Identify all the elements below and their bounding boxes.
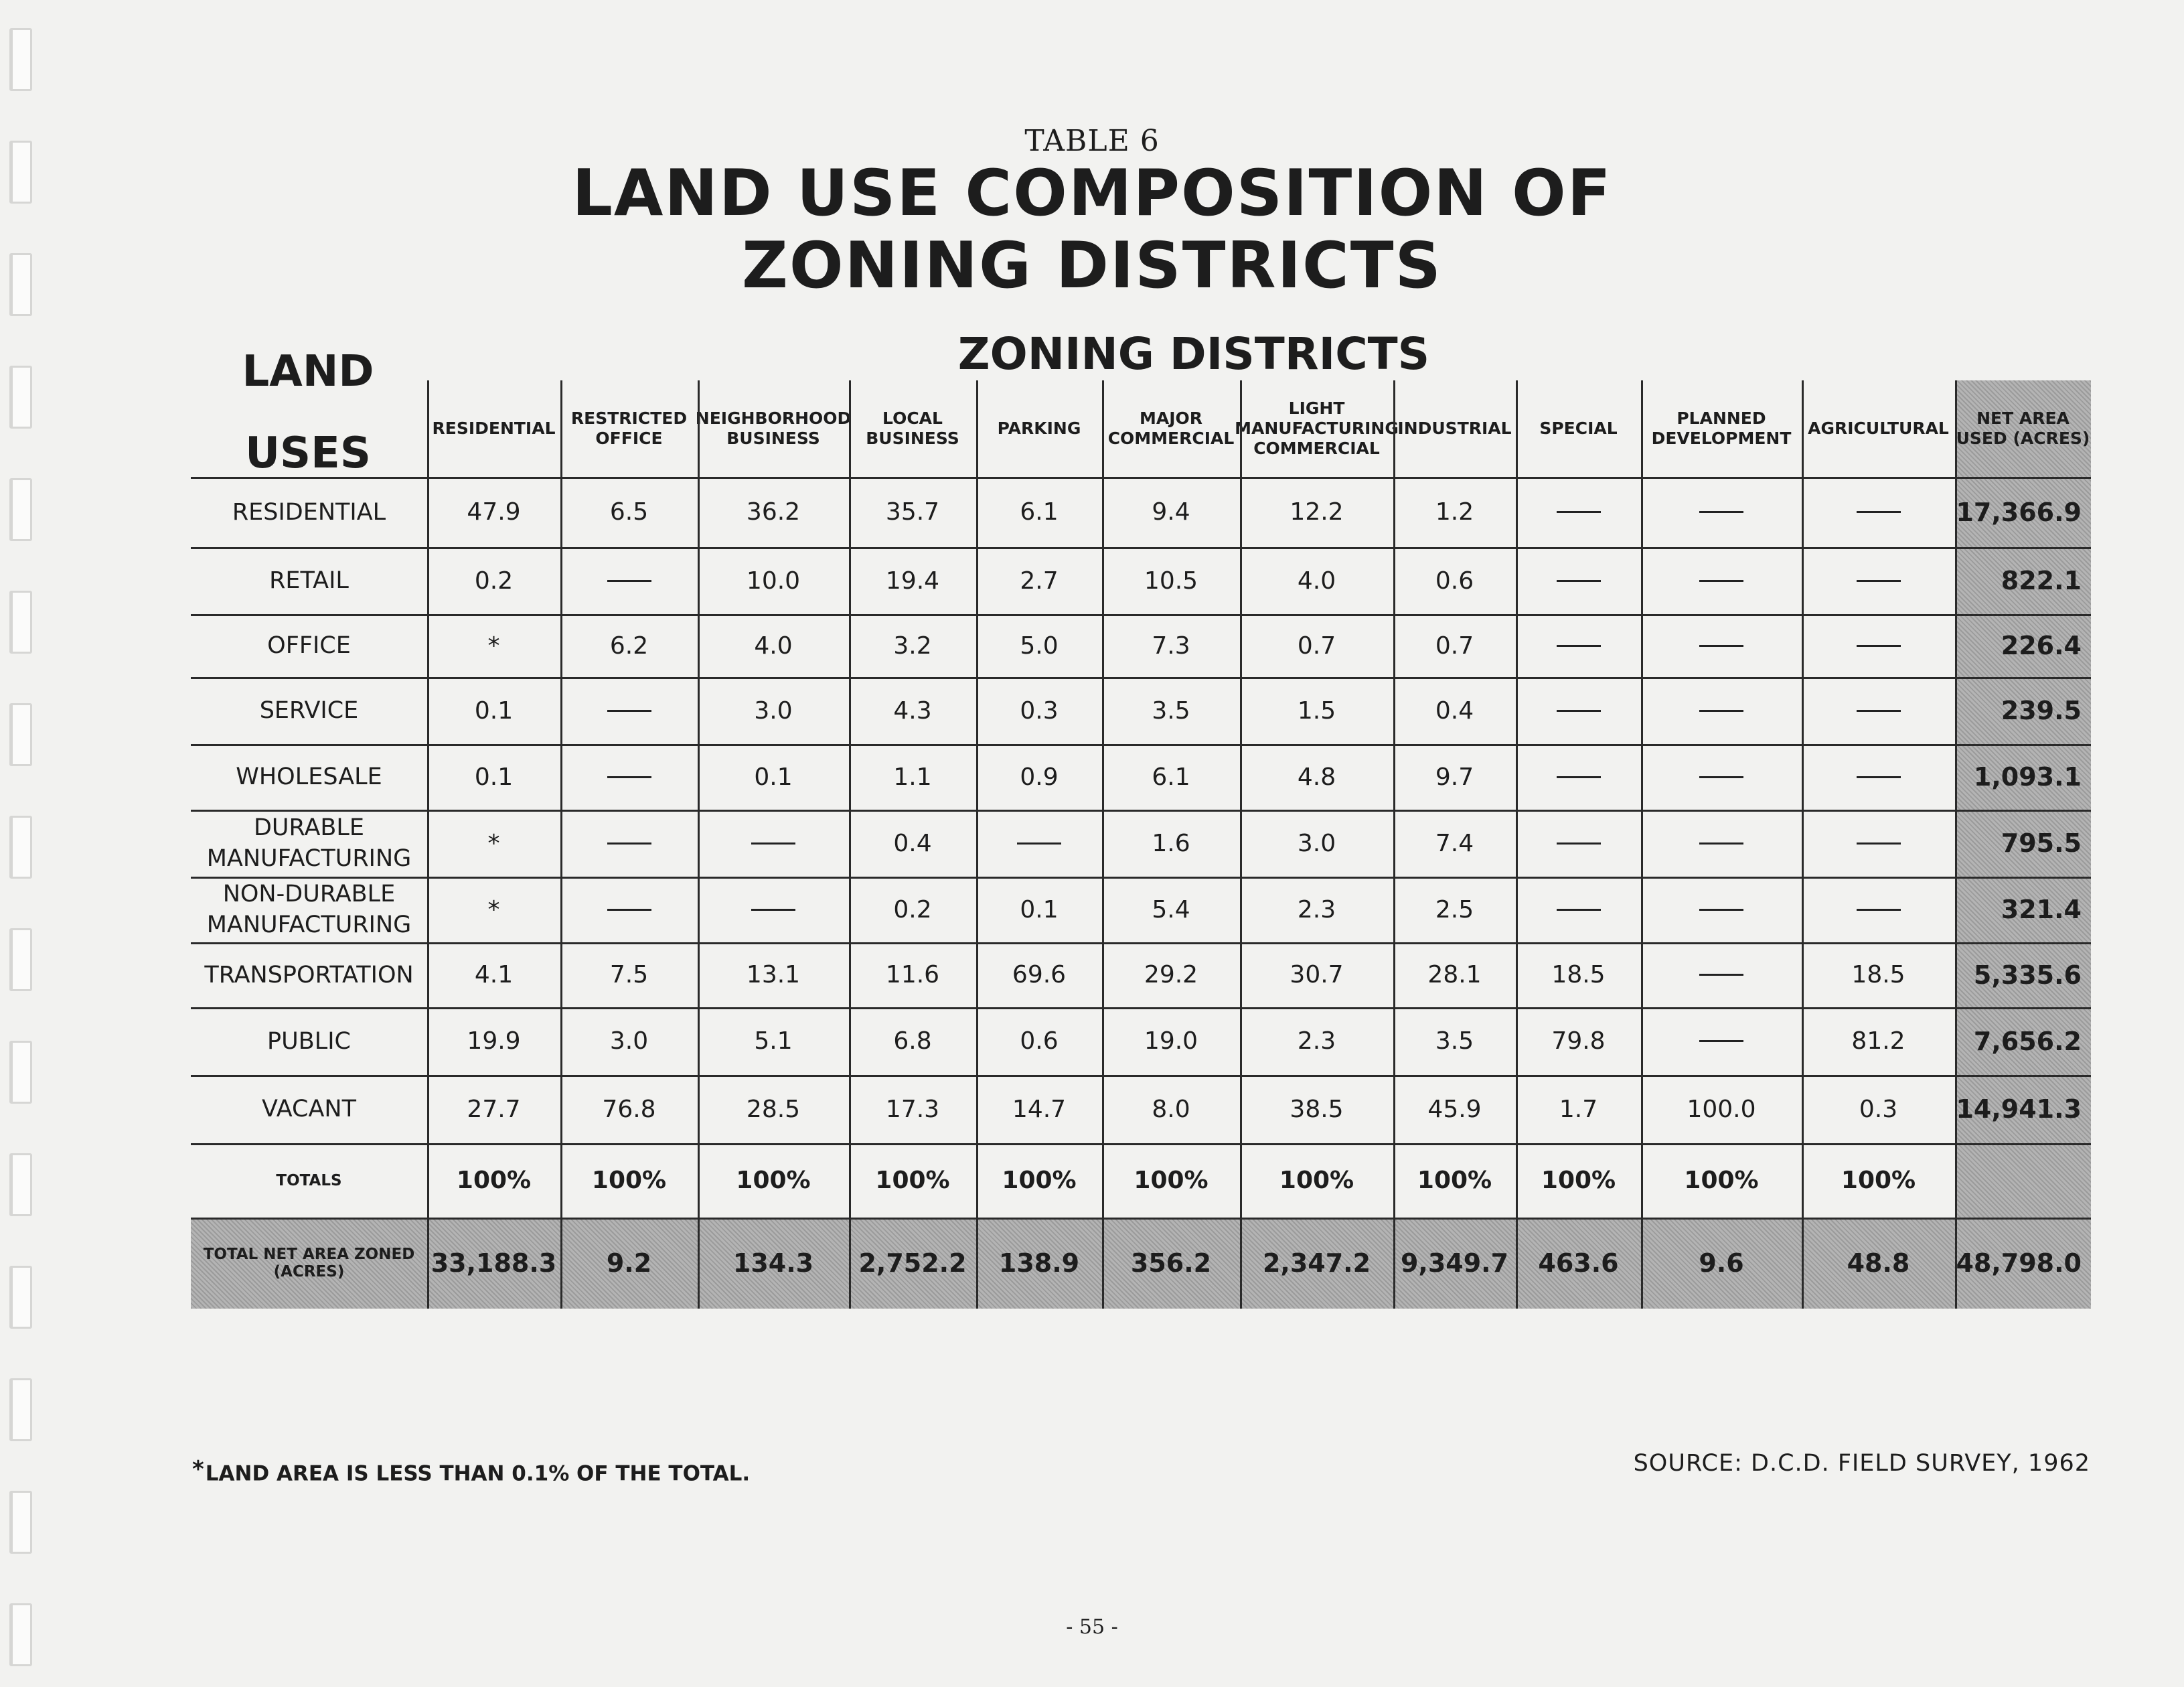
- totals-cell: 100%: [1002, 1167, 1077, 1194]
- row-rule: [191, 547, 2091, 549]
- column-header-special: SPECIAL: [1539, 419, 1618, 438]
- column-header-light-manufacturing-commercial: LIGHT MANUFACTURING COMMERCIAL: [1235, 398, 1399, 458]
- row-rule: [191, 877, 2091, 879]
- zoned-area-cell: 2,752.2: [858, 1248, 967, 1278]
- totals-cell: 100%: [1684, 1167, 1759, 1194]
- row-rule: [191, 1143, 2091, 1145]
- table-cell: 45.9: [1427, 1095, 1482, 1123]
- table-cell: [1516, 614, 1641, 677]
- column-rule: [1102, 380, 1104, 1309]
- table-cell: *: [487, 895, 500, 924]
- dash-mark: [1857, 580, 1901, 582]
- table-cell: 35.7: [885, 498, 940, 526]
- table-cell: 0.1: [754, 763, 793, 791]
- table-cell: [1641, 677, 1802, 744]
- table-cell: 17.3: [885, 1095, 940, 1123]
- zoned-row-label: TOTAL NET AREA ZONED (ACRES): [203, 1246, 415, 1280]
- table-cell: 5.1: [754, 1027, 793, 1055]
- table-cell: [698, 877, 849, 942]
- table-cell: [1802, 877, 1955, 942]
- dash-mark: [1557, 580, 1601, 582]
- dash-mark: [1557, 842, 1601, 845]
- column-header-local-business: LOCAL BUSINESS: [866, 409, 959, 448]
- table-cell: 28.1: [1427, 961, 1482, 988]
- column-rule: [1802, 380, 1804, 1309]
- binder-hole: [9, 1266, 32, 1329]
- row-rule: [191, 1218, 2091, 1220]
- dash-mark: [1699, 909, 1743, 911]
- row-rule: [191, 614, 2091, 616]
- dash-mark: [1699, 776, 1743, 778]
- table-cell: 6.5: [609, 498, 649, 526]
- row-label: SERVICE: [259, 697, 359, 724]
- row-label: NON-DURABLE MANUFACTURING: [206, 881, 412, 938]
- row-label: RETAIL: [269, 567, 349, 594]
- table-cell: 76.8: [602, 1095, 656, 1123]
- row-rule: [191, 477, 2091, 479]
- net-area-value: 17,366.9: [1956, 497, 2082, 527]
- footnote-text: LAND AREA IS LESS THAN 0.1% OF THE TOTAL.: [205, 1461, 751, 1486]
- table-cell: 2.7: [1020, 567, 1059, 595]
- row-label: WHOLESALE: [236, 763, 382, 790]
- grand-total-value: 48,798.0: [1956, 1248, 2082, 1278]
- table-cell: 1.5: [1297, 696, 1336, 725]
- column-rule: [1955, 380, 1957, 1309]
- table-cell: 3.0: [1297, 829, 1336, 857]
- table-cell: [976, 810, 1102, 877]
- table-cell: 9.7: [1435, 763, 1474, 791]
- table-cell: 36.2: [746, 498, 801, 526]
- dash-mark: [607, 710, 651, 712]
- table-cell: [1516, 877, 1641, 942]
- table-cell: 2.3: [1297, 895, 1336, 924]
- table-cell: *: [487, 632, 500, 660]
- dash-mark: [1857, 645, 1901, 647]
- table-cell: 7.4: [1435, 829, 1474, 857]
- net-area-value: 1,093.1: [1973, 762, 2082, 792]
- land-uses-heading: LAND USES: [242, 347, 374, 478]
- row-rule: [191, 744, 2091, 746]
- zoned-area-cell: 138.9: [998, 1248, 1080, 1278]
- table-cell: 18.5: [1851, 961, 1905, 988]
- table-cell: [1802, 477, 1955, 547]
- table-cell: 4.0: [754, 632, 793, 660]
- table-cell: 2.3: [1297, 1027, 1336, 1055]
- totals-cell: 100%: [456, 1167, 532, 1194]
- table-cell: 2.5: [1435, 895, 1474, 924]
- table-cell: [1516, 547, 1641, 614]
- column-rule: [976, 380, 978, 1309]
- table-cell: [560, 677, 698, 744]
- binder-hole: [9, 478, 32, 541]
- table-cell: 0.2: [893, 895, 932, 924]
- column-rule: [849, 380, 851, 1309]
- row-rule: [191, 1075, 2091, 1077]
- column-header-residential: RESIDENTIAL: [432, 419, 556, 438]
- table-cell: 4.1: [474, 961, 514, 988]
- table-cell: [1516, 677, 1641, 744]
- table-cell: [698, 810, 849, 877]
- zoning-districts-heading: ZONING DISTRICTS: [957, 328, 1430, 380]
- table-cell: [1802, 810, 1955, 877]
- table-cell: 38.5: [1290, 1095, 1344, 1123]
- dash-mark: [1699, 645, 1743, 647]
- dash-mark: [1557, 776, 1601, 778]
- table-cell: [560, 877, 698, 942]
- table-cell: [1802, 614, 1955, 677]
- dash-mark: [607, 776, 651, 778]
- totals-cell: 100%: [1541, 1167, 1616, 1194]
- table-cell: 5.4: [1152, 895, 1190, 924]
- dash-mark: [1857, 842, 1901, 845]
- table-cell: 0.4: [1435, 696, 1474, 725]
- footnote: [192, 1452, 750, 1485]
- binder-hole: [9, 366, 32, 429]
- dash-mark: [1699, 710, 1743, 712]
- table-cell: 7.3: [1152, 632, 1190, 660]
- net-area-value: 5,335.6: [1973, 960, 2082, 990]
- column-rule: [1641, 380, 1643, 1309]
- table-cell: 0.2: [474, 567, 514, 595]
- dash-mark: [607, 580, 651, 582]
- binder-hole: [9, 816, 32, 879]
- table-cell: 5.0: [1020, 632, 1059, 660]
- table-cell: [1516, 744, 1641, 810]
- table-cell: 81.2: [1851, 1027, 1905, 1055]
- table-cell: 14.7: [1012, 1095, 1067, 1123]
- net-area-value: 321.4: [2001, 895, 2082, 924]
- table-cell: 6.8: [893, 1027, 932, 1055]
- dash-mark: [1699, 580, 1743, 582]
- table-cell: 69.6: [1012, 961, 1067, 988]
- table-cell: 27.7: [467, 1095, 521, 1123]
- totals-cell: 100%: [1417, 1167, 1492, 1194]
- column-header-neighborhood-business: NEIGHBORHOOD BUSINESS: [695, 409, 852, 448]
- table-cell: 79.8: [1551, 1027, 1606, 1055]
- net-area-value: 226.4: [2001, 631, 2082, 660]
- table-cell: [1641, 477, 1802, 547]
- column-header-restricted-office: RESTRICTED OFFICE: [570, 409, 688, 448]
- source-note: SOURCE: D.C.D. FIELD SURVEY, 1962: [1633, 1450, 2090, 1477]
- table-cell: 7.5: [609, 961, 649, 988]
- table-cell: 13.1: [746, 961, 801, 988]
- table-cell: [1641, 942, 1802, 1007]
- table-cell: 0.3: [1859, 1095, 1898, 1123]
- row-rule: [191, 1007, 2091, 1009]
- table-cell: 1.2: [1435, 498, 1474, 526]
- table-cell: [1641, 547, 1802, 614]
- column-header-industrial: INDUSTRIAL: [1397, 419, 1512, 438]
- row-label: PUBLIC: [267, 1027, 351, 1055]
- table-cell: 29.2: [1144, 961, 1198, 988]
- totals-label: TOTALS: [276, 1171, 342, 1189]
- table-cell: 9.4: [1152, 498, 1190, 526]
- column-rule: [427, 380, 429, 1309]
- table-cell: [560, 810, 698, 877]
- dash-mark: [1699, 974, 1743, 976]
- dash-mark: [1017, 842, 1061, 845]
- table-cell: 4.0: [1297, 567, 1336, 595]
- column-rule: [698, 380, 700, 1309]
- table-cell: 19.4: [885, 567, 940, 595]
- dash-mark: [1557, 909, 1601, 911]
- zoned-area-cell: 48.8: [1847, 1248, 1910, 1278]
- dash-mark: [1699, 511, 1743, 513]
- zoned-area-cell: 463.6: [1538, 1248, 1619, 1278]
- zoned-area-cell: 2,347.2: [1262, 1248, 1371, 1278]
- table-cell: *: [487, 829, 500, 857]
- totals-cell: 100%: [875, 1167, 950, 1194]
- table-cell: 3.0: [609, 1027, 649, 1055]
- zoned-area-cell: 9.6: [1699, 1248, 1744, 1278]
- table-cell: 100.0: [1687, 1095, 1756, 1123]
- table-cell: [560, 547, 698, 614]
- table-cell: 4.8: [1297, 763, 1336, 791]
- net-area-value: 795.5: [2001, 828, 2082, 858]
- table-cell: [1802, 744, 1955, 810]
- binder-hole: [9, 1491, 32, 1554]
- table-cell: 0.9: [1020, 763, 1059, 791]
- column-rule: [1240, 380, 1242, 1309]
- dash-mark: [1557, 710, 1601, 712]
- binder-hole: [9, 1378, 32, 1441]
- dash-mark: [1557, 511, 1601, 513]
- table-cell: 1.1: [893, 763, 932, 791]
- table-cell: [1802, 677, 1955, 744]
- title-line-2: ZONING DISTRICTS: [742, 229, 1442, 303]
- table-cell: 47.9: [467, 498, 521, 526]
- binder-hole: [9, 1153, 32, 1216]
- table-cell: [1641, 810, 1802, 877]
- table-cell: 0.1: [474, 763, 514, 791]
- net-area-value: 822.1: [2001, 566, 2082, 595]
- dash-mark: [751, 842, 795, 845]
- row-label: DURABLE MANUFACTURING: [206, 814, 412, 872]
- table-cell: 3.2: [893, 632, 932, 660]
- row-rule: [191, 810, 2091, 812]
- totals-cell: 100%: [1841, 1167, 1916, 1194]
- column-rule: [1516, 380, 1518, 1309]
- table-cell: 11.6: [885, 961, 940, 988]
- table-cell: 3.5: [1152, 696, 1190, 725]
- table-cell: 6.1: [1152, 763, 1190, 791]
- table-cell: 4.3: [893, 696, 932, 725]
- binder-hole: [9, 591, 32, 654]
- dash-mark: [607, 842, 651, 845]
- table-cell: 12.2: [1290, 498, 1344, 526]
- zoned-area-cell: 9,349.7: [1400, 1248, 1509, 1278]
- table-cell: [560, 744, 698, 810]
- table-cell: [1641, 744, 1802, 810]
- dash-mark: [1857, 909, 1901, 911]
- table-cell: 0.7: [1435, 632, 1474, 660]
- table-cell: [1641, 877, 1802, 942]
- table-cell: 0.6: [1020, 1027, 1059, 1055]
- table-cell: 1.7: [1559, 1095, 1598, 1123]
- binder-hole: [9, 1041, 32, 1104]
- table-cell: 3.0: [754, 696, 793, 725]
- dash-mark: [1557, 645, 1601, 647]
- zoned-area-cell: 356.2: [1130, 1248, 1212, 1278]
- table-cell: 0.6: [1435, 567, 1474, 595]
- row-label: VACANT: [262, 1096, 356, 1122]
- totals-cell: 100%: [736, 1167, 811, 1194]
- row-label: TRANSPORTATION: [204, 961, 414, 988]
- table-cell: 0.4: [893, 829, 932, 857]
- table-cell: 6.2: [609, 632, 649, 660]
- zoned-area-cell: 134.3: [732, 1248, 814, 1278]
- dash-mark: [1857, 776, 1901, 778]
- table-cell: 28.5: [746, 1095, 801, 1123]
- column-rule: [1393, 380, 1395, 1309]
- table-cell: 19.0: [1144, 1027, 1198, 1055]
- row-label: RESIDENTIAL: [232, 498, 386, 526]
- table-cell: 0.3: [1020, 696, 1059, 725]
- table-cell: 0.1: [1020, 895, 1059, 924]
- table-cell: [1802, 547, 1955, 614]
- table-cell: [1641, 1007, 1802, 1075]
- dash-mark: [1699, 842, 1743, 845]
- table-cell: [1516, 477, 1641, 547]
- table-cell: 30.7: [1290, 961, 1344, 988]
- net-area-value: 14,941.3: [1956, 1094, 2082, 1124]
- table-cell: 0.1: [474, 696, 514, 725]
- dash-mark: [607, 909, 651, 911]
- land-use-table: [191, 380, 2091, 1309]
- zoned-area-cell: 9.2: [606, 1248, 652, 1278]
- net-area-value: 7,656.2: [1973, 1026, 2082, 1056]
- table-cell: 3.5: [1435, 1027, 1474, 1055]
- binder-hole: [9, 928, 32, 991]
- table-cell: 10.5: [1144, 567, 1198, 595]
- table-cell: 6.1: [1020, 498, 1059, 526]
- table-cell: [1516, 810, 1641, 877]
- dash-mark: [1857, 710, 1901, 712]
- table-cell: [1641, 614, 1802, 677]
- dash-mark: [1699, 1040, 1743, 1042]
- column-header-agricultural: AGRICULTURAL: [1808, 419, 1949, 438]
- dash-mark: [751, 909, 795, 911]
- table-cell: 18.5: [1551, 961, 1606, 988]
- column-header-parking: PARKING: [997, 419, 1081, 438]
- page-number: - 55 -: [1066, 1615, 1118, 1639]
- table-cell: 1.6: [1152, 829, 1190, 857]
- column-rule: [560, 380, 562, 1309]
- table-cell: 8.0: [1152, 1095, 1190, 1123]
- row-rule: [191, 677, 2091, 679]
- table-cell: 0.7: [1297, 632, 1336, 660]
- row-label: OFFICE: [267, 632, 351, 659]
- binder-hole: [9, 28, 32, 91]
- dash-mark: [1857, 511, 1901, 513]
- column-header-planned-development: PLANNED DEVELOPMENT: [1651, 409, 1792, 448]
- table-cell: 19.9: [467, 1027, 521, 1055]
- totals-cell: 100%: [1134, 1167, 1208, 1194]
- binder-hole: [9, 703, 32, 766]
- totals-cell: 100%: [591, 1167, 667, 1194]
- table-cell: 10.0: [746, 567, 801, 595]
- title-line-1: LAND USE COMPOSITION OF: [572, 157, 1612, 230]
- table-title: [0, 157, 2184, 302]
- net-area-value: 239.5: [2001, 696, 2082, 725]
- column-header-net-area: NET AREA USED (ACRES): [1956, 409, 2090, 448]
- row-rule: [191, 942, 2091, 944]
- totals-cell: 100%: [1279, 1167, 1354, 1194]
- footnote-mark: *: [192, 1456, 204, 1483]
- zoned-area-cell: 33,188.3: [431, 1248, 557, 1278]
- column-header-major-commercial: MAJOR COMMERCIAL: [1107, 409, 1235, 448]
- table-label: TABLE 6: [1024, 124, 1160, 158]
